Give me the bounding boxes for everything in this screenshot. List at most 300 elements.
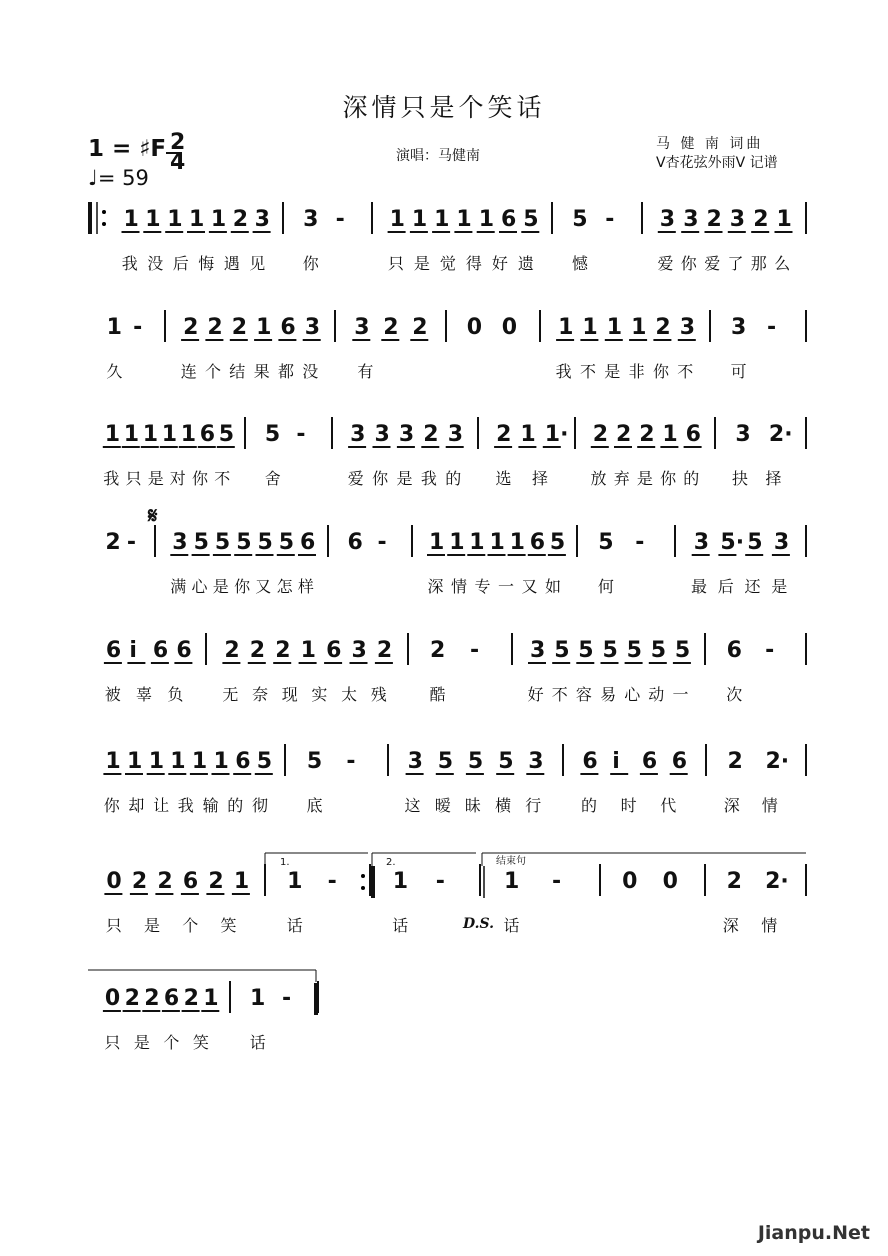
note: - [377, 530, 387, 555]
lyric-syllable: 输 [202, 796, 219, 815]
lyric-syllable: 情 [761, 916, 778, 935]
repeat-dot [102, 210, 106, 214]
lyric-syllable: 舍 [264, 469, 281, 488]
note: 2 [224, 638, 240, 663]
note: 3 [407, 749, 423, 774]
transcriber-credit: V杏花弦外雨V 记谱 [656, 155, 778, 171]
note: - [635, 530, 645, 555]
note: 1 [429, 530, 445, 555]
note: 3 [528, 749, 544, 774]
note: 1 [105, 749, 121, 774]
note: 1 [287, 869, 303, 894]
lyric-syllable: 得 [465, 254, 482, 273]
note: 1 [662, 422, 678, 447]
note: 1 [161, 422, 178, 447]
lyric-syllable: 只 [387, 254, 404, 273]
note: 3 [254, 207, 270, 232]
note: 1 [142, 422, 159, 447]
lyric-syllable: 情 [761, 796, 778, 815]
lyric-syllable: 深 [722, 916, 739, 935]
lyric-syllable: 是 [147, 469, 164, 488]
note: 3 [679, 315, 696, 340]
note: 2 [183, 315, 199, 340]
lyric-syllable: 代 [660, 796, 677, 815]
note: 2· [768, 422, 793, 447]
note: 1 [776, 207, 792, 232]
lyric-syllable: 你 [302, 254, 319, 273]
lyric-syllable: 遇 [223, 254, 240, 273]
lyric-syllable: 话 [503, 916, 520, 935]
lyric-syllable: 遗 [517, 254, 534, 273]
lyric-syllable: 我 [555, 362, 572, 381]
note: 2 [183, 986, 199, 1011]
lyric-syllable: 的 [445, 469, 462, 488]
lyric-syllable: 何 [597, 577, 614, 596]
note: 0 [501, 315, 518, 340]
repeat-dot [361, 874, 365, 878]
note: 3 [659, 207, 676, 232]
note: - [435, 869, 445, 894]
note: 2 [275, 638, 291, 663]
note: 5 [264, 422, 281, 447]
singer-credit: 演唱：马健南 [396, 148, 480, 164]
note: 5 [578, 638, 594, 663]
note: 2 [383, 315, 399, 340]
note: 1 [434, 207, 450, 232]
lyric-syllable: 那 [750, 254, 767, 273]
note: 2 [430, 638, 446, 663]
lyric-syllable: 弃 [613, 469, 630, 488]
lyric-syllable: 又 [255, 577, 272, 596]
note: 5 [256, 749, 273, 774]
lyric-syllable: 时 [620, 796, 637, 815]
lyric-syllable: 实 [311, 685, 328, 704]
note: 1 [189, 207, 205, 232]
note: - [126, 530, 137, 555]
key-signature: 1 = ♯F [88, 136, 167, 162]
note: 1 [203, 986, 219, 1011]
lyric-syllable: 深 [427, 577, 444, 596]
lyric-syllable: 昧 [464, 796, 481, 815]
lyric-syllable: 放 [590, 469, 607, 488]
note: 1 [520, 422, 536, 447]
note: 1 [170, 749, 186, 774]
lyric-syllable: 择 [532, 469, 549, 488]
note: 5 [467, 749, 484, 774]
repeat-dot [361, 886, 365, 890]
lyric-syllable: 你 [680, 254, 697, 273]
note: 6 [176, 638, 192, 663]
lyric-syllable: 选 [495, 469, 512, 488]
note: - [133, 315, 143, 340]
lyric-syllable: 你 [103, 796, 120, 815]
note: 5 [437, 749, 454, 774]
note: 2 [124, 986, 140, 1011]
lyric-syllable: 你 [372, 469, 389, 488]
lyric-syllable: 非 [628, 362, 645, 381]
note: 5 [747, 530, 763, 555]
note: 1 [456, 207, 472, 232]
note: 2 [753, 207, 769, 232]
lyric-syllable: 容 [575, 685, 592, 704]
lyric-syllable: 心 [191, 577, 208, 596]
note: 1 [509, 530, 525, 555]
note: 1 [123, 422, 140, 447]
note: 6 [300, 530, 316, 555]
note: 1 [300, 638, 316, 663]
lyric-syllable: 对 [169, 469, 186, 488]
ds-marking: D.S. [463, 916, 495, 932]
note: 2 [592, 422, 609, 447]
lyric-syllable: 不 [551, 685, 568, 704]
lyric-syllable: 这 [404, 796, 421, 815]
lyric-syllable: 个 [163, 1033, 180, 1052]
lyric-syllable: 爱 [347, 469, 364, 488]
note: 2· [765, 749, 790, 774]
lyric-syllable: 我 [103, 469, 120, 488]
note: 3 [350, 422, 366, 447]
note: - [470, 638, 480, 663]
lyric-syllable: 只 [104, 1033, 121, 1052]
lyric-syllable: 彻 [252, 796, 269, 815]
note: 3 [351, 638, 367, 663]
note: - [765, 638, 775, 663]
note: 5 [214, 530, 231, 555]
lyric-syllable: 是 [144, 916, 161, 935]
note: 2 [131, 869, 148, 894]
lyric-syllable: 却 [128, 796, 145, 815]
note: 3 [773, 530, 790, 555]
note: 1 [582, 315, 598, 340]
note: 0 [622, 869, 638, 894]
lyric-syllable: 情 [451, 577, 468, 596]
lyric-syllable: 话 [249, 1033, 266, 1052]
note: 0 [662, 869, 678, 894]
lyric-syllable: 话 [392, 916, 409, 935]
composer-credit: 马 健 南 词曲 [656, 136, 764, 152]
note: 2 [157, 869, 173, 894]
lyric-syllable: 你 [192, 469, 209, 488]
lyric-syllable: 没 [302, 362, 319, 381]
note: - [282, 986, 292, 1011]
note: 6 [152, 638, 169, 663]
note: 1 [210, 207, 227, 232]
note: 6 [671, 749, 688, 774]
note: 1 [167, 207, 183, 232]
note: 6 [582, 749, 598, 774]
repeat-dot [102, 222, 106, 226]
note: 5 [218, 422, 235, 447]
note: 2 [231, 315, 248, 340]
lyric-syllable: 怎 [276, 577, 293, 596]
note: 1 [558, 315, 574, 340]
note: 2 [616, 422, 632, 447]
lyric-syllable: 择 [765, 469, 782, 488]
lyric-syllable: 是 [396, 469, 413, 488]
note: 2 [726, 869, 742, 894]
note: 2 [232, 207, 249, 232]
lyric-syllable: 我 [121, 254, 138, 273]
note: 5 [674, 638, 691, 663]
lyric-syllable: 不 [580, 362, 597, 381]
note: 2 [655, 315, 671, 340]
note: 1 [631, 315, 647, 340]
site-watermark: Jianpu.Net [757, 1222, 870, 1244]
lyric-syllable: 笑 [192, 1033, 209, 1052]
lyric-syllable: 让 [153, 796, 170, 815]
lyric-syllable: 的 [581, 796, 598, 815]
lyric-syllable: 个 [205, 362, 222, 381]
lyric-syllable: 你 [234, 577, 251, 596]
note: 6 [501, 207, 517, 232]
note: 5 [602, 638, 618, 663]
note: 2 [423, 422, 439, 447]
lyric-syllable: 连 [180, 362, 197, 381]
note: 6 [326, 638, 342, 663]
note: 5 [549, 530, 566, 555]
lyric-syllable: 次 [726, 685, 743, 704]
volta-1-label: 1. [280, 857, 290, 868]
note: 6 [529, 530, 546, 555]
note: 1 [504, 869, 520, 894]
note: 5 [554, 638, 570, 663]
note: 6 [726, 638, 742, 663]
note: 5 [306, 749, 323, 774]
segno-sign: 𝄋 [148, 504, 158, 529]
note: 3 [374, 422, 390, 447]
song-title: 深情只是个笑话 [342, 93, 546, 122]
note: 1 [606, 315, 623, 340]
note: 1 [145, 207, 161, 232]
note: 2 [249, 638, 266, 663]
note: 6 [105, 638, 122, 663]
note: - [296, 422, 306, 447]
note: 5 [572, 207, 588, 232]
note: 1 [469, 530, 485, 555]
note: 5 [498, 749, 514, 774]
note: - [327, 869, 337, 894]
note: 6 [641, 749, 658, 774]
lyric-syllable: 你 [660, 469, 677, 488]
lyric-syllable: 爱 [657, 254, 674, 273]
volta-2-label: 2. [386, 857, 396, 868]
quarter-note-icon: ♩ [88, 166, 98, 190]
lyric-syllable: 都 [278, 362, 295, 381]
note: i [612, 749, 620, 774]
note: 1 [213, 749, 229, 774]
time-signature-top: 2 [170, 130, 186, 155]
note: 1· [544, 422, 569, 447]
lyric-syllable: 残 [370, 685, 387, 704]
lyric-syllable: 悔 [198, 254, 215, 273]
lyric-syllable: 后 [172, 254, 189, 273]
note: 2 [207, 315, 223, 340]
note: 1 [148, 749, 165, 774]
note: 3 [304, 315, 321, 340]
lyric-syllable: 憾 [571, 254, 588, 273]
lyric-syllable: 只 [125, 469, 142, 488]
note: 1 [104, 422, 121, 447]
note: 1 [478, 207, 495, 232]
lyric-syllable: 是 [771, 577, 788, 596]
note: 0 [466, 315, 483, 340]
note: 6 [280, 315, 296, 340]
note: 2 [706, 207, 722, 232]
note: 3 [172, 530, 188, 555]
note: 0 [106, 869, 122, 894]
lyric-syllable: 没 [147, 254, 164, 273]
lyric-syllable: 了 [727, 254, 744, 273]
lyric-syllable: 是 [133, 1033, 150, 1052]
note: 2· [765, 869, 789, 894]
lyric-syllable: 易 [600, 685, 617, 704]
lyric-syllable: 心 [624, 685, 641, 704]
lyric-syllable: 我 [177, 796, 194, 815]
note: 0 [104, 986, 121, 1011]
note: 1 [392, 869, 409, 894]
note: 3 [447, 422, 464, 447]
note: 6 [235, 749, 251, 774]
note: 5 [278, 530, 295, 555]
lyric-syllable: 有 [357, 362, 374, 381]
lyric-syllable: 抉 [732, 469, 749, 488]
lyric-syllable: 你 [653, 362, 670, 381]
lyric-syllable: 还 [744, 577, 761, 596]
lyric-syllable: 觉 [439, 254, 456, 273]
lyric-syllable: 后 [717, 577, 734, 596]
note: 2 [412, 315, 428, 340]
ending-label: 结束句 [496, 856, 526, 867]
note: 5 [236, 530, 252, 555]
lyric-syllable: 话 [286, 916, 303, 935]
note: - [335, 207, 345, 232]
lyric-syllable: 爱 [704, 254, 721, 273]
tempo-value: = 59 [97, 166, 149, 190]
lyric-syllable: 只 [105, 916, 122, 935]
note: 5 [193, 530, 209, 555]
note: 6 [182, 869, 199, 894]
lyric-syllable: 又 [521, 577, 538, 596]
lyric-syllable: 动 [648, 685, 665, 704]
lyric-syllable: 是 [604, 362, 621, 381]
note: 1 [233, 869, 250, 894]
lyric-syllable: 满 [170, 577, 187, 596]
note: 6 [199, 422, 216, 447]
note: 5· [720, 530, 745, 555]
time-signature-bottom: 4 [170, 150, 186, 175]
lyric-syllable: 深 [723, 796, 740, 815]
lyric-syllable: 一 [672, 685, 689, 704]
lyric-syllable: 好 [527, 685, 544, 704]
note: 5 [598, 530, 614, 555]
lyric-syllable: 么 [774, 254, 791, 273]
note: 3 [729, 207, 746, 232]
lyric-syllable: 果 [253, 362, 270, 381]
note: 1 [191, 749, 208, 774]
note: - [767, 315, 777, 340]
note: 3 [530, 638, 546, 663]
lyric-syllable: 是 [212, 577, 229, 596]
lyric-syllable: 负 [167, 685, 184, 704]
note: - [552, 869, 562, 894]
lyric-syllable: 久 [106, 362, 123, 381]
lyric-syllable: 的 [683, 469, 700, 488]
note: 3 [354, 315, 370, 340]
lyric-syllable: 奈 [252, 685, 269, 704]
note: 3 [303, 207, 319, 232]
note: - [605, 207, 615, 232]
lyric-syllable: 是 [413, 254, 430, 273]
note: 1 [256, 315, 272, 340]
note: 5 [650, 638, 667, 663]
note: 2 [208, 869, 224, 894]
lyric-syllable: 一 [498, 577, 515, 596]
note: 1 [106, 315, 122, 340]
lyric-syllable: 样 [297, 577, 314, 596]
lyric-syllable: 最 [691, 577, 708, 596]
lyric-syllable: 笑 [220, 916, 237, 935]
lyric-syllable: 我 [420, 469, 437, 488]
lyric-syllable: 见 [249, 254, 266, 273]
lyric-syllable: 是 [636, 469, 653, 488]
note: 6 [163, 986, 180, 1011]
note: 3 [693, 530, 710, 555]
note: 1 [250, 986, 266, 1011]
note: - [346, 749, 356, 774]
lyric-syllable: 无 [222, 685, 239, 704]
note: 3 [683, 207, 699, 232]
note: 1 [389, 207, 405, 232]
note: i [129, 638, 137, 663]
note: 3 [731, 315, 747, 340]
lyric-syllable: 太 [341, 685, 358, 704]
lyric-syllable: 个 [182, 916, 199, 935]
lyric-syllable: 如 [545, 577, 562, 596]
lyric-syllable: 结 [229, 362, 246, 381]
note: 6 [685, 422, 701, 447]
note: 1 [411, 207, 428, 232]
note: 1 [123, 207, 139, 232]
note: 5 [257, 530, 273, 555]
note: 2 [496, 422, 512, 447]
note: 1 [449, 530, 465, 555]
note: 1 [489, 530, 505, 555]
note: 2 [639, 422, 655, 447]
lyric-syllable: 被 [104, 685, 121, 704]
note: 3 [735, 422, 751, 447]
note: 5 [523, 207, 539, 232]
note: 2 [105, 530, 121, 555]
lyric-syllable: 暧 [434, 796, 451, 815]
lyric-syllable: 的 [227, 796, 244, 815]
lyric-syllable: 专 [474, 577, 491, 596]
note: 6 [347, 530, 363, 555]
lyric-syllable: 可 [730, 362, 747, 381]
note: 5 [626, 638, 642, 663]
note: 1 [180, 422, 197, 447]
note: 2 [727, 749, 743, 774]
lyric-syllable: 酷 [429, 685, 446, 704]
note: 1 [127, 749, 143, 774]
note: 2 [144, 986, 160, 1011]
lyric-syllable: 不 [214, 469, 231, 488]
lyric-syllable: 行 [525, 796, 542, 815]
lyric-syllable: 好 [491, 254, 508, 273]
note: 3 [398, 422, 415, 447]
lyric-syllable: 现 [281, 685, 298, 704]
lyric-syllable: 横 [495, 796, 512, 815]
note: 2 [376, 638, 393, 663]
